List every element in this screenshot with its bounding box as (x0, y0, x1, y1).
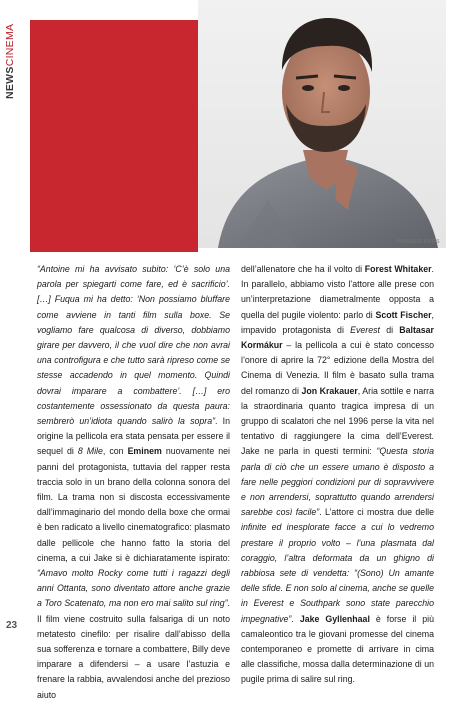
text-run: “Amavo molto Rocky come tutti i ragazzi degli anni Ottanta, sono diventato attore anche grazie a Toro Scatenato, ma non ero mai salito sul ring” (37, 568, 230, 609)
text-run: Jon Krakauer (301, 385, 358, 396)
text-run: , con (102, 446, 128, 457)
text-run: . In parallelo, abbiamo visto l’attore alle prese con un’interpretazione diametralmente opposta a quella del pugile violento: parlo di (241, 264, 434, 320)
text-run: nuovamente nei panni del protagonista, tuttavia del rapper resta traccia solo in un brano della colonna sonora del film. La trama non si discosta eccessivamente dall’immaginario del mondo della boxe che ormai è ben radicato a livello cinematografico: plasmato dalle pellicole che hanno fatto la storia del cinema, a cui Jake si è dichiaratamente ispirato: (37, 446, 231, 563)
section-subcategory: CINEMA (4, 24, 16, 67)
article-column-right (241, 262, 435, 685)
article-text-right (241, 262, 434, 688)
page-number: 23 (6, 620, 18, 631)
section-category: NEWS (4, 66, 16, 100)
photo-credit: WARNER BROS (396, 239, 440, 245)
text-run: “Antoine mi ha avvisato subito: ‘C’è solo una parola per spiegarti come fare, ed è sacrificio’. […] Fuqua mi ha detto: ‘Non possiamo bluffare come avviene in tanti film sulla boxe. Se vogliamo fare qualcosa di diverso, dobbiamo girare per davvero, il che vuol dire che non avrai una controfigura e che tutto sarà ripreso come se stesse accadendo in quel momento. Quindi dovrai imparare a combattere’. […] ero costantemente ossessionato da questa paura: sembrerò un’idiota quando salirò la sopra” (37, 264, 230, 427)
portrait-illustration (198, 0, 446, 248)
text-run: Eminem (127, 446, 162, 457)
text-run: 8 Mile (77, 446, 103, 457)
text-run: Forest Whitaker (364, 264, 432, 274)
text-run: . L’attore ci mostra due delle (319, 507, 435, 518)
text-run: . Il film viene costruito sulla falsariga di un noto metatesto cinefilo: per risalire dall’abisso della sua sofferenza e tornare a combattere, Billy deve imparare a difendersi – a usare l’astuzia e frenare la rabbia, avvalendosi anche del prezioso aiuto (37, 598, 230, 700)
text-run: , impavido protagonista di (241, 309, 434, 335)
actor-portrait-photo (198, 0, 446, 248)
text-run: di (379, 324, 400, 335)
section-label (4, 24, 16, 116)
text-run: “Questa storia parla di ciò che un essere umano è disposto a fare nelle peggiori condizioni pur di sopravvivere e non arrendersi, soprattutto quando arrendersi sarebbe così facile” (241, 446, 434, 518)
text-run: Everest (350, 324, 380, 335)
accent-block (30, 20, 198, 252)
text-run: infinite ed inesplorate facce a cui lo vedremo prestare il proprio volto – l’una plasmata dal coraggio, l’altra deformata da un ghigno di rabbiosa sete di vendetta: “(Sono) Un amante delle sfide. E non solo al cinema, anche se quelle in Everest e Southpark sono state parecchio impegnative” (241, 522, 434, 624)
text-run: dell’allenatore che ha il volto di (241, 264, 365, 274)
article-column-left (37, 262, 231, 700)
text-run: Scott Fischer (375, 309, 432, 320)
text-run: . In origine la pellicola era stata pensata per essere il sequel di (37, 416, 230, 457)
text-run: è forse il più camaleontico tra le giovani promesse del cinema contemporaneo e promette di arrivare in cima alle classifiche, mossa dalla determinazione di un pugile prima di salire sul ring. (241, 613, 434, 685)
text-run: . (291, 613, 300, 624)
text-run: Jake Gyllenhaal (299, 613, 370, 624)
text-run: – la pellicola a cui è stato concesso l’onore di aprire la 72° edizione della Mostra del Cinema di Venezia. Il film è basato sulla trama del romanzo di (241, 340, 434, 396)
text-run: Baltasar Kormákur (241, 324, 434, 351)
text-run: , Aria sottile e narra la straordinaria quanto tragica impresa di un gruppo di scalatori che nel 1996 perse la vita nel tentativo di raggiungere la cima dell’Everest. Jake ne parla in questi termini: (241, 385, 434, 457)
article-text-left (37, 262, 230, 703)
